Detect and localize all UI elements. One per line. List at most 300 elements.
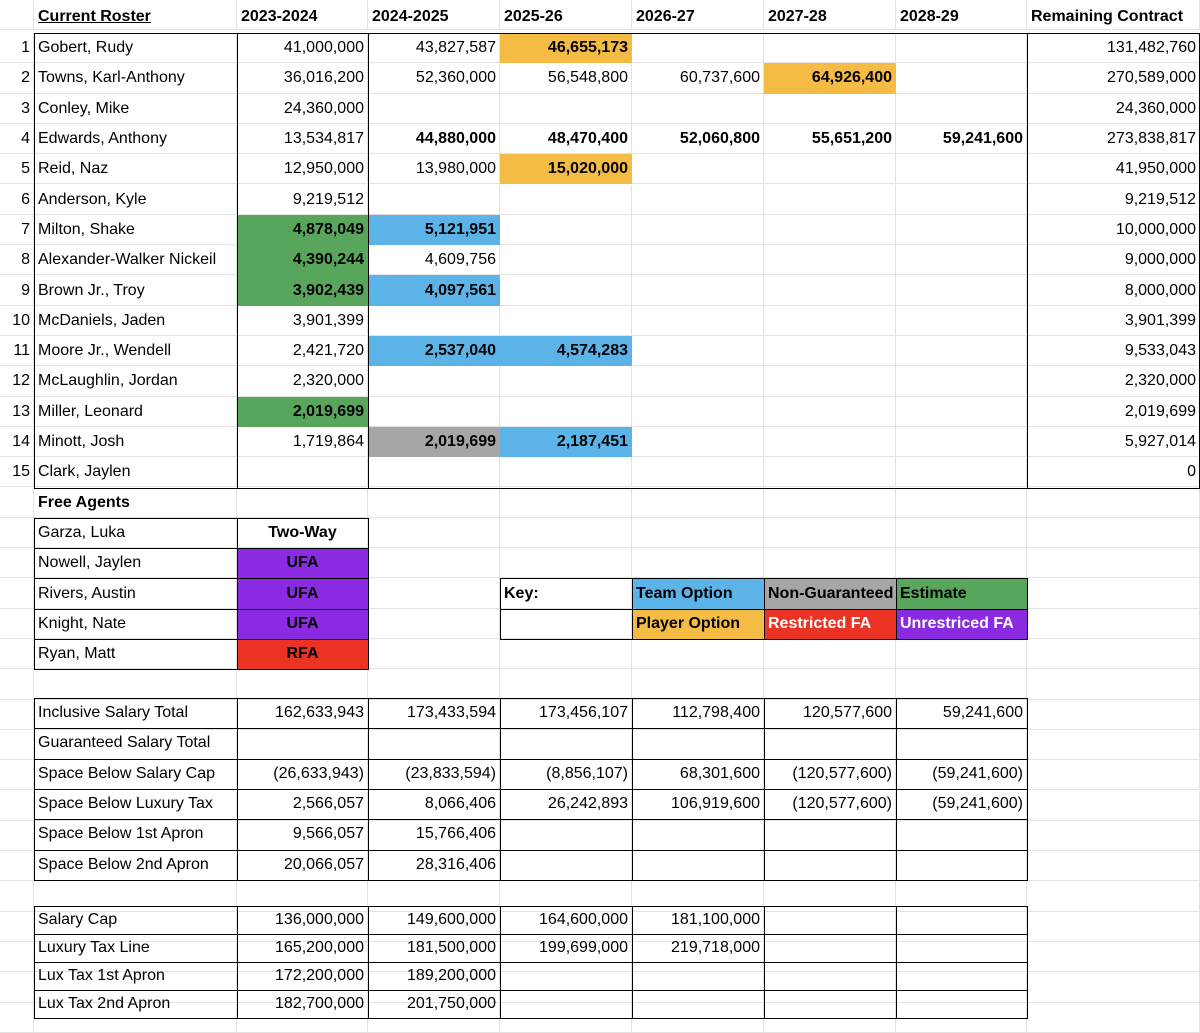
fa-border-h (34, 609, 368, 610)
salary-cell (632, 215, 764, 245)
cap-value (632, 962, 764, 990)
key-border-v (500, 578, 501, 640)
grid-cell (0, 548, 34, 578)
salary-cell (764, 245, 896, 275)
grid-cell (500, 639, 632, 669)
salary-cell (764, 275, 896, 305)
cap-value (500, 962, 632, 990)
totals-value: 162,633,943 (275, 704, 364, 722)
totals-value: 15,766,406 (415, 825, 496, 843)
salary-cell: 2,187,451 (500, 427, 632, 457)
salary-cell: 4,390,244 (237, 245, 368, 275)
grid-cell (0, 639, 34, 669)
totals-value: (120,577,600) (792, 764, 892, 782)
salary-cell: 60,737,600 (679, 69, 760, 87)
remaining-contract-cell: 24,360,000 (1115, 99, 1196, 117)
salary-cell (896, 63, 1027, 93)
grid-cell (368, 518, 500, 548)
salary-cell (500, 306, 632, 336)
salary-cell: 52,060,800 (679, 130, 760, 148)
totals-value (500, 819, 632, 849)
row-number: 10 (12, 311, 30, 329)
fa-border-h (34, 639, 368, 640)
grid-cell (1027, 609, 1200, 639)
grid-cell (632, 548, 764, 578)
cap-value (764, 934, 896, 962)
cap-value (896, 906, 1027, 934)
salary-cell: 9,219,512 (292, 190, 364, 208)
fa-border-h (34, 578, 368, 579)
salary-cell: 4,574,283 (500, 336, 632, 366)
cap-value (500, 990, 632, 1018)
salary-cell (500, 457, 632, 487)
remaining-contract-cell: 270,589,000 (1107, 69, 1196, 87)
salary-cell: 55,651,200 (811, 130, 892, 148)
grid-cell (632, 669, 764, 699)
cap-value: 181,500,000 (407, 939, 496, 956)
player-name: Reid, Naz (38, 160, 109, 178)
season-header: 2024-2025 (372, 8, 449, 25)
totals-value (632, 819, 764, 849)
free-agents-title: Free Agents (38, 493, 130, 511)
grid-cell (0, 821, 34, 851)
salary-cell (764, 397, 896, 427)
salary-cell (500, 245, 632, 275)
grid-cell (500, 669, 632, 699)
grid-cell (1027, 700, 1200, 730)
grid-cell (0, 912, 34, 942)
salary-cell: 4,609,756 (424, 251, 496, 269)
player-name: Moore Jr., Wendell (38, 342, 172, 360)
cap-value (764, 962, 896, 990)
grid-cell (896, 639, 1027, 669)
row-number: 7 (21, 220, 30, 238)
remaining-contract-cell: 9,219,512 (1124, 190, 1196, 208)
salary-cell: 13,980,000 (415, 160, 496, 178)
cap-value (764, 990, 896, 1018)
grid-cell (0, 669, 34, 699)
free-agent-name: Rivers, Austin (38, 584, 136, 602)
remaining-contract-cell: 5,927,014 (1124, 433, 1196, 451)
cap-value (632, 990, 764, 1018)
free-agent-name: Knight, Nate (38, 614, 127, 632)
salary-cell (368, 306, 500, 336)
row-number: 12 (12, 372, 30, 390)
grid-cell (1027, 821, 1200, 851)
cap-value (764, 906, 896, 934)
totals-value: 68,301,600 (679, 764, 760, 782)
player-name: McLaughlin, Jordan (38, 372, 178, 390)
grid-cell (368, 669, 500, 699)
totals-value: 120,577,600 (803, 704, 892, 722)
salary-cell: 36,016,200 (283, 69, 364, 87)
player-name: Miller, Leonard (38, 402, 143, 420)
season-header: 2027-28 (768, 8, 827, 25)
player-name: Towns, Karl-Anthony (38, 69, 185, 87)
salary-cell: 52,360,000 (415, 69, 496, 87)
totals-label: Space Below Luxury Tax (38, 795, 213, 813)
fa-border-bottom (34, 669, 368, 670)
caps-border-v (1027, 906, 1028, 1019)
grid-cell (1027, 942, 1200, 972)
remaining-contract-cell: 41,950,000 (1115, 160, 1196, 178)
player-name: Edwards, Anthony (38, 130, 167, 148)
row-number: 13 (12, 402, 30, 420)
totals-value (896, 819, 1027, 849)
grid-cell (1027, 548, 1200, 578)
grid-cell (0, 0, 34, 30)
totals-value (500, 850, 632, 880)
salary-cell (896, 215, 1027, 245)
grid-cell (0, 881, 34, 911)
grid-cell (896, 548, 1027, 578)
cap-value: 181,100,000 (671, 911, 760, 928)
salary-cell: 3,902,439 (237, 275, 368, 305)
salary-cell: 2,421,720 (292, 342, 364, 360)
salary-cell (500, 215, 632, 245)
cap-value: 219,718,000 (671, 939, 760, 956)
grid-cell (0, 791, 34, 821)
totals-border-v (1027, 698, 1028, 881)
season-header: 2025-26 (504, 8, 563, 25)
row-number: 8 (21, 251, 30, 269)
remaining-contract-cell: 131,482,760 (1107, 39, 1196, 57)
grid-cell (0, 578, 34, 608)
salary-cell: 44,880,000 (415, 130, 496, 148)
fa-border-v (34, 518, 35, 671)
totals-label: Space Below Salary Cap (38, 764, 215, 782)
row-number: 3 (21, 99, 30, 117)
grid-cell (368, 578, 500, 608)
key-border-v (632, 578, 633, 640)
salary-cell (632, 306, 764, 336)
grid-cell (1027, 972, 1200, 1002)
grid-cell (500, 518, 632, 548)
salary-cell (632, 185, 764, 215)
totals-value: 20,066,057 (283, 855, 364, 873)
row-number: 15 (12, 463, 30, 481)
totals-label: Space Below 1st Apron (38, 825, 204, 843)
salary-cell (896, 33, 1027, 63)
salary-cell (896, 336, 1027, 366)
salary-cell: 5,121,951 (368, 215, 500, 245)
salary-cell (632, 33, 764, 63)
cap-value: 201,750,000 (407, 995, 496, 1012)
totals-label: Inclusive Salary Total (38, 704, 188, 722)
grid-cell (1027, 881, 1200, 911)
cap-value (896, 962, 1027, 990)
totals-value: (8,856,107) (546, 764, 628, 782)
salary-cell (632, 457, 764, 487)
player-name: Gobert, Rudy (38, 39, 134, 57)
salary-cell (764, 215, 896, 245)
grid-cell (764, 488, 896, 518)
cap-value: 165,200,000 (275, 939, 364, 956)
salary-cell: 2,019,699 (368, 427, 500, 457)
salary-cell: 48,470,400 (547, 130, 628, 148)
remaining-contract-cell: 9,000,000 (1124, 251, 1196, 269)
salary-cell (632, 154, 764, 184)
fa-border-top (34, 518, 368, 519)
grid-cell (368, 548, 500, 578)
grid-cell (0, 609, 34, 639)
remaining-contract-cell: 3,901,399 (1124, 311, 1196, 329)
remaining-contract-cell: 2,320,000 (1124, 372, 1196, 390)
salary-cell (896, 245, 1027, 275)
salary-cell (896, 427, 1027, 457)
player-name: Minott, Josh (38, 433, 125, 451)
totals-border-h (34, 759, 1027, 760)
grid-cell (764, 518, 896, 548)
grid-cell (500, 488, 632, 518)
grid-cell (1027, 488, 1200, 518)
row-number: 2 (21, 69, 30, 87)
salary-cell: 13,534,817 (283, 130, 364, 148)
player-name: Milton, Shake (38, 220, 135, 238)
key-blank (500, 609, 632, 639)
totals-value: (59,241,600) (932, 795, 1023, 813)
grid-cell (896, 518, 1027, 548)
free-agent-status: UFA (237, 609, 368, 639)
salary-cell (500, 94, 632, 124)
row-number: 14 (12, 433, 30, 451)
cap-label: Lux Tax 2nd Apron (38, 995, 171, 1012)
totals-value (764, 819, 896, 849)
salary-cell (896, 275, 1027, 305)
season-header: 2028-29 (900, 8, 959, 25)
row-number: 6 (21, 190, 30, 208)
totals-border-h (34, 819, 1027, 820)
totals-value (896, 850, 1027, 880)
totals-value: 106,919,600 (671, 795, 760, 813)
remaining-contract-cell: 0 (1187, 463, 1196, 481)
salary-cell: 59,241,600 (942, 130, 1023, 148)
salary-cell: 2,019,699 (237, 397, 368, 427)
grid-cell (34, 669, 237, 699)
cap-label: Luxury Tax Line (38, 939, 150, 956)
salary-cell: 1,719,864 (292, 433, 364, 451)
salary-cell (632, 275, 764, 305)
remaining-contract-cell: 2,019,699 (1124, 402, 1196, 420)
fa-border-v (368, 518, 369, 671)
row-number: 1 (21, 39, 30, 57)
cap-value: 199,699,000 (539, 939, 628, 956)
caps-border-h (34, 990, 1027, 991)
salary-cell (500, 397, 632, 427)
cap-value: 149,600,000 (407, 911, 496, 928)
key-label: Key: (504, 584, 539, 602)
salary-cell (764, 306, 896, 336)
cap-value: 189,200,000 (407, 967, 496, 984)
salary-cell (896, 366, 1027, 396)
salary-cell (632, 366, 764, 396)
salary-cell (896, 457, 1027, 487)
totals-value (764, 850, 896, 880)
grid-cell (0, 488, 34, 518)
player-name: Clark, Jaylen (38, 463, 131, 481)
totals-value: 173,456,107 (539, 704, 628, 722)
salary-cell: 4,878,049 (237, 215, 368, 245)
salary-cell (368, 457, 500, 487)
row-number: 4 (21, 130, 30, 148)
grid-cell (1027, 1003, 1200, 1033)
cap-value (896, 990, 1027, 1018)
season-header: 2023-2024 (241, 8, 318, 25)
salary-cell: 43,827,587 (415, 39, 496, 57)
grid-cell (0, 730, 34, 760)
salary-cell (500, 275, 632, 305)
grid-cell (1027, 851, 1200, 881)
grid-cell (368, 488, 500, 518)
roster-border-v (368, 33, 369, 489)
salary-cell: 15,020,000 (500, 154, 632, 184)
key-border-v (1027, 578, 1028, 640)
grid-cell (1027, 518, 1200, 548)
totals-value: (23,833,594) (405, 764, 496, 782)
salary-cell (632, 245, 764, 275)
salary-cell (237, 457, 368, 487)
totals-value: 173,433,594 (407, 704, 496, 722)
salary-cell (764, 185, 896, 215)
season-header: 2026-27 (636, 8, 695, 25)
grid-cell (0, 700, 34, 730)
salary-cell (368, 397, 500, 427)
totals-value (500, 728, 632, 758)
player-name: Brown Jr., Troy (38, 281, 145, 299)
totals-value: 28,316,406 (415, 855, 496, 873)
key-legend-item: Restricted FA (764, 609, 896, 639)
player-name: Conley, Mike (38, 99, 130, 117)
grid-cell (1027, 760, 1200, 790)
remaining-contract-cell: 10,000,000 (1115, 220, 1196, 238)
grid-cell (764, 548, 896, 578)
totals-border-top (34, 698, 1027, 699)
remaining-contract-cell: 273,838,817 (1107, 130, 1196, 148)
salary-cell (764, 457, 896, 487)
row-number: 9 (21, 281, 30, 299)
roster-border-v (34, 33, 35, 489)
salary-cell: 56,548,800 (547, 69, 628, 87)
salary-cell (632, 427, 764, 457)
grid-cell (632, 518, 764, 548)
salary-cell: 24,360,000 (283, 99, 364, 117)
salary-cell (632, 94, 764, 124)
key-legend-item: Player Option (632, 609, 764, 639)
totals-value: (120,577,600) (792, 795, 892, 813)
remaining-contract-cell: 8,000,000 (1124, 281, 1196, 299)
roster-border-top (34, 33, 1200, 34)
grid-cell (1027, 730, 1200, 760)
caps-border-h (34, 934, 1027, 935)
key-legend-item: Estimate (896, 578, 1027, 608)
fa-border-h (34, 548, 368, 549)
caps-border-h (34, 962, 1027, 963)
salary-cell: 64,926,400 (764, 63, 896, 93)
totals-border-bottom (34, 880, 1027, 881)
salary-cell: 2,320,000 (292, 372, 364, 390)
salary-cell: 3,901,399 (292, 311, 364, 329)
key-legend-item: Team Option (632, 578, 764, 608)
grid-cell (0, 942, 34, 972)
grid-cell (632, 639, 764, 669)
grid-cell (237, 669, 368, 699)
salary-cell (500, 185, 632, 215)
totals-value: 112,798,400 (672, 704, 760, 722)
cap-value (896, 934, 1027, 962)
cap-label: Salary Cap (38, 911, 118, 928)
key-border-v (896, 578, 897, 640)
grid-cell (500, 548, 632, 578)
grid-cell (632, 488, 764, 518)
grid-cell (896, 488, 1027, 518)
grid-cell (896, 669, 1027, 699)
salary-cell (764, 33, 896, 63)
grid-cell (0, 851, 34, 881)
salary-cell: 12,950,000 (283, 160, 364, 178)
salary-cell (896, 154, 1027, 184)
salary-cell (368, 366, 500, 396)
free-agent-status: RFA (237, 639, 368, 669)
header-current-roster: Current Roster (38, 8, 151, 25)
player-name: Anderson, Kyle (38, 190, 147, 208)
salary-cell: 46,655,173 (500, 33, 632, 63)
salary-cell (368, 185, 500, 215)
grid-cell (0, 1003, 34, 1033)
salary-cell (632, 397, 764, 427)
totals-value: (26,633,943) (273, 764, 364, 782)
totals-label: Guaranteed Salary Total (38, 734, 211, 752)
totals-label: Space Below 2nd Apron (38, 855, 209, 873)
player-name: McDaniels, Jaden (38, 311, 166, 329)
cap-value: 182,700,000 (275, 995, 364, 1012)
grid-cell (0, 972, 34, 1002)
free-agent-status: Two-Way (268, 523, 337, 541)
salary-cell (368, 94, 500, 124)
key-legend-item: Non-Guaranteed (764, 578, 896, 608)
grid-cell (0, 760, 34, 790)
row-number: 11 (13, 342, 30, 360)
grid-cell (1027, 639, 1200, 669)
totals-value (237, 728, 368, 758)
fa-border-v (237, 518, 238, 671)
totals-border-h (34, 728, 1027, 729)
roster-border-v (1027, 33, 1028, 489)
cap-value: 172,200,000 (275, 967, 364, 984)
totals-value: (59,241,600) (932, 764, 1023, 782)
salary-cell (764, 366, 896, 396)
salary-cell: 4,097,561 (368, 275, 500, 305)
grid-cell (764, 639, 896, 669)
totals-value (896, 728, 1027, 758)
grid-cell (237, 488, 368, 518)
cap-label: Lux Tax 1st Apron (38, 967, 165, 984)
totals-value (632, 850, 764, 880)
free-agent-status: UFA (237, 578, 368, 608)
roster-border-v (237, 33, 238, 489)
free-agent-name: Ryan, Matt (38, 645, 116, 663)
grid-cell (368, 639, 500, 669)
player-name: Alexander-Walker Nickeil (38, 251, 217, 269)
caps-border-bottom (34, 1018, 1027, 1019)
free-agent-status: UFA (237, 548, 368, 578)
salary-cell (764, 427, 896, 457)
grid-cell (1027, 578, 1200, 608)
grid-cell (1027, 912, 1200, 942)
grid-cell (368, 609, 500, 639)
totals-border-h (34, 789, 1027, 790)
salary-cell (632, 336, 764, 366)
salary-cell (896, 306, 1027, 336)
